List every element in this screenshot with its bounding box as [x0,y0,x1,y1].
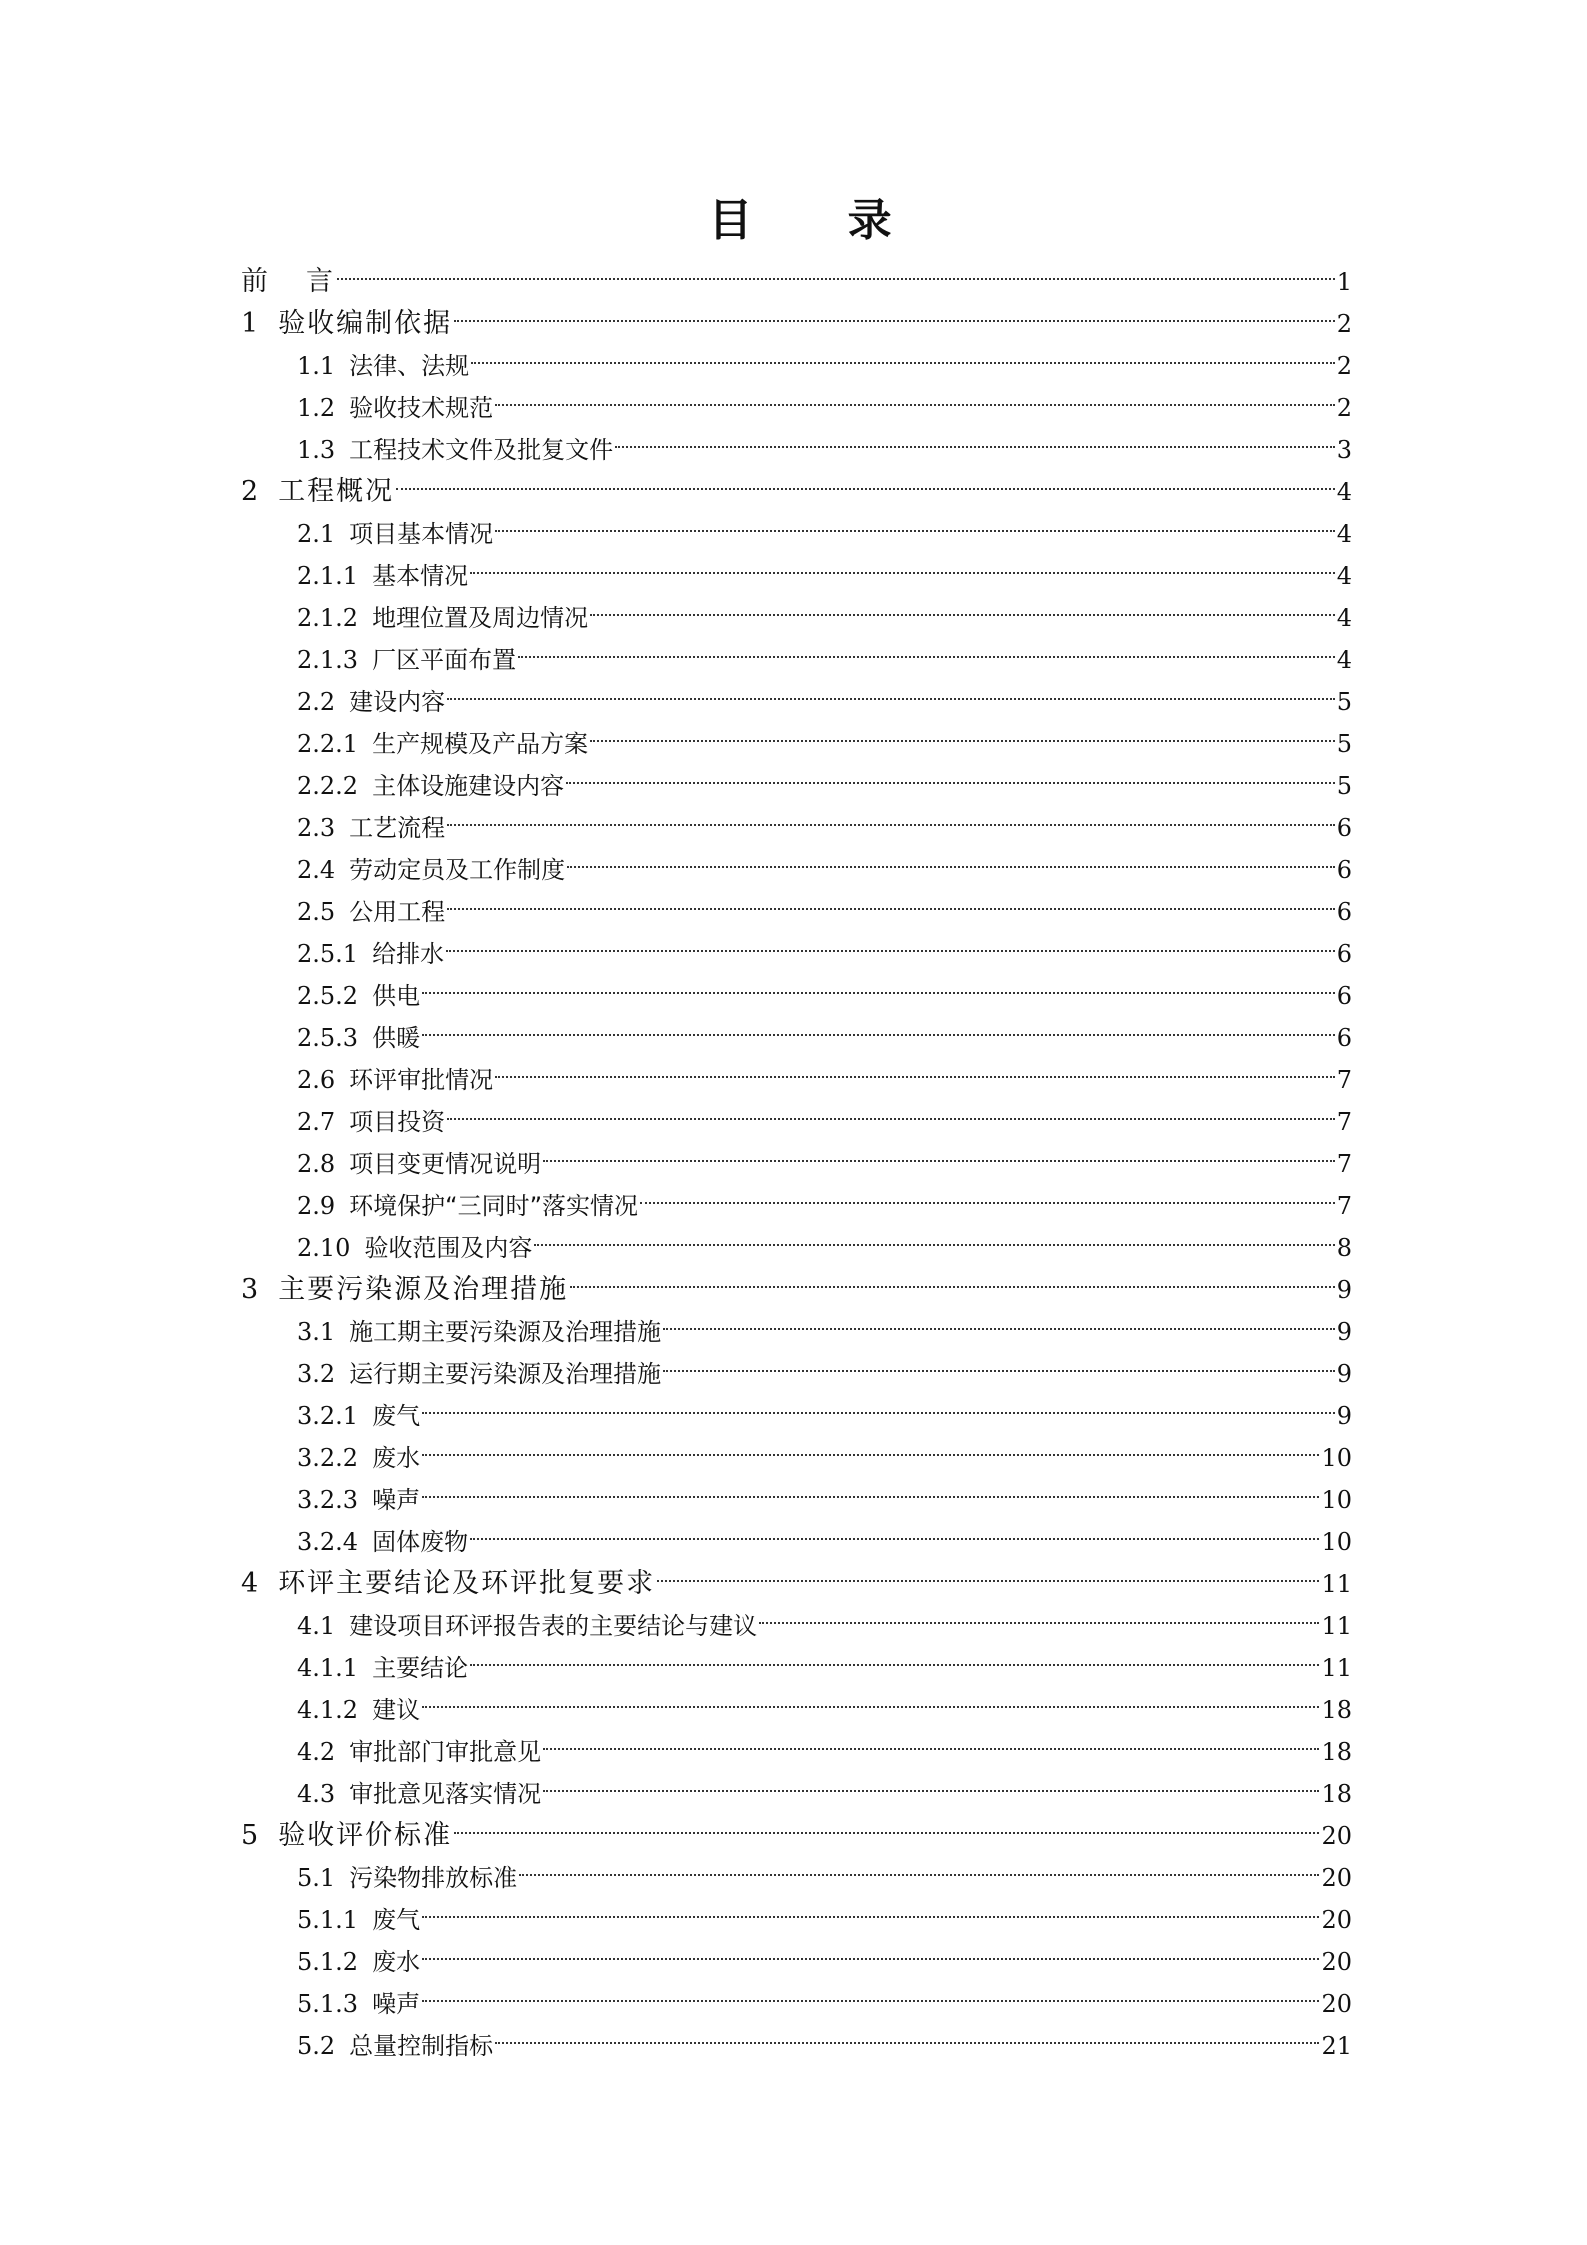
toc-dot-leader [543,1760,1319,1802]
toc-dot-leader [663,1340,1335,1382]
toc-entry-page-number: 2 [1336,394,1352,422]
toc-entry-number: 2.4 [297,856,336,884]
toc-dot-leader [663,1298,1335,1340]
toc-entry[interactable] [241,1802,1352,1851]
toc-entry-number: 2.10 [297,1234,351,1262]
toc-entry[interactable] [297,794,1352,842]
toc-entry-number: 2.5.1 [297,940,359,968]
toc-entry-number: 4 [241,1568,259,1599]
toc-entry-page-number: 6 [1336,856,1352,884]
toc-entry-title: 工程概况 [278,476,395,507]
toc-entry-page-number: 11 [1321,1570,1352,1598]
toc-entry[interactable] [297,584,1352,632]
toc-dot-leader [422,1928,1319,1970]
toc-entry[interactable] [297,1214,1352,1262]
toc-entry-number: 2.9 [297,1192,336,1220]
toc-entry-number: 3.2 [297,1360,336,1388]
toc-entry[interactable] [297,1718,1352,1766]
toc-dot-leader [470,1508,1319,1550]
toc-dot-leader [471,332,1335,374]
toc-entry[interactable] [297,1298,1352,1346]
toc-entry-title: 公用工程 [349,898,446,926]
toc-dot-leader [470,542,1335,584]
toc-entry-page-number: 2 [1336,352,1352,380]
toc-dot-leader [422,1676,1319,1718]
toc-entry-page-number: 5 [1336,772,1352,800]
toc-entry[interactable] [297,1970,1352,2018]
toc-entry[interactable] [297,1928,1352,1976]
toc-dot-leader [567,836,1335,878]
toc-entry-page-number: 7 [1336,1150,1352,1178]
toc-entry-title: 施工期主要污染源及治理措施 [349,1318,662,1346]
toc-entry[interactable] [297,710,1352,758]
toc-entry-page-number: 10 [1321,1528,1352,1556]
toc-entry[interactable] [297,1088,1352,1136]
toc-dot-leader [570,1256,1335,1298]
toc-dot-leader [422,1004,1335,1046]
toc-entry[interactable] [241,248,1352,297]
toc-entry-number: 3.1 [297,1318,336,1346]
toc-dot-leader [657,1550,1319,1592]
toc-entry-page-number: 1 [1336,268,1352,296]
toc-dot-leader [422,1970,1319,2012]
toc-dot-leader [566,752,1335,794]
toc-dot-leader [422,1466,1319,1508]
toc-entry-title: 建设项目环评报告表的主要结论与建议 [349,1612,758,1640]
toc-entry-page-number: 6 [1336,898,1352,926]
toc-entry-number: 3.2.2 [297,1444,359,1472]
toc-entry[interactable] [297,1172,1352,1220]
toc-dot-leader [422,1382,1335,1424]
toc-entry-title: 环境保护“三同时”落实情况 [349,1192,639,1220]
toc-entry[interactable] [297,626,1352,674]
toc-dot-leader [590,584,1335,626]
toc-entry-page-number: 4 [1336,604,1352,632]
toc-entry-title: 基本情况 [372,562,469,590]
toc-entry-number: 5.1.2 [297,1948,359,1976]
toc-entry-page-number: 7 [1336,1108,1352,1136]
toc-dot-leader [543,1718,1319,1760]
toc-entry[interactable] [297,1844,1352,1892]
page-title: 目 录 [708,195,932,246]
toc-entry-page-number: 9 [1336,1360,1352,1388]
toc-entry[interactable] [297,374,1352,422]
toc-entry-number: 2.3 [297,814,336,842]
toc-dot-leader [447,1088,1335,1130]
toc-entry-number: 5.2 [297,2032,336,2060]
toc-entry-page-number: 6 [1336,1024,1352,1052]
toc-entry-page-number: 5 [1336,730,1352,758]
toc-entry[interactable] [297,1634,1352,1682]
toc-entry-title: 运行期主要污染源及治理措施 [349,1360,662,1388]
toc-entry[interactable] [297,1466,1352,1514]
toc-entry-page-number: 9 [1336,1402,1352,1430]
toc-entry-title: 验收编制依据 [278,308,453,339]
toc-entry[interactable] [297,836,1352,884]
toc-entry-page-number: 11 [1321,1654,1352,1682]
toc-entry-number: 2.5.3 [297,1024,359,1052]
toc-entry-page-number: 20 [1321,1906,1352,1934]
toc-entry-page-number: 5 [1336,688,1352,716]
toc-dot-leader [590,710,1335,752]
toc-entry[interactable] [297,920,1352,968]
toc-entry-page-number: 11 [1321,1612,1352,1640]
toc-entry-title: 厂区平面布置 [372,646,517,674]
toc-entry-number: 3.2.4 [297,1528,359,1556]
toc-entry-title: 环评审批情况 [349,1066,494,1094]
toc-entry-title: 建设内容 [349,688,446,716]
toc-entry[interactable] [297,1676,1352,1724]
toc-entry[interactable] [297,1886,1352,1934]
toc-entry-number: 5.1.1 [297,1906,359,1934]
toc-dot-leader [422,1424,1319,1466]
toc-dot-leader [454,1802,1319,1844]
toc-entry-page-number: 6 [1336,982,1352,1010]
toc-entry-title: 主要污染源及治理措施 [278,1274,569,1305]
toc-entry[interactable] [297,542,1352,590]
toc-entry-page-number: 20 [1321,1822,1352,1850]
toc-entry-number: 2.1.2 [297,604,359,632]
toc-entry[interactable] [297,500,1352,548]
toc-entry-title: 供暖 [372,1024,421,1052]
toc-entry-title: 项目基本情况 [349,520,494,548]
toc-entry-title: 地理位置及周边情况 [372,604,589,632]
toc-dot-leader [640,1172,1335,1214]
toc-entry-title: 环评主要结论及环评批复要求 [278,1568,656,1599]
toc-dot-leader [495,1046,1335,1088]
toc-entry-number: 2.1 [297,520,336,548]
toc-dot-leader [422,962,1335,1004]
toc-entry-page-number: 4 [1336,478,1352,506]
toc-entry-number: 5.1.3 [297,1990,359,2018]
toc-entry[interactable] [297,878,1352,926]
toc-entry-title: 生产规模及产品方案 [372,730,589,758]
toc-entry-title: 言 [306,266,335,297]
toc-entry-page-number: 9 [1336,1318,1352,1346]
toc-entry-page-number: 9 [1336,1276,1352,1304]
toc-entry[interactable] [297,1760,1352,1808]
toc-entry-number: 2.2.1 [297,730,359,758]
toc-entry[interactable] [241,1256,1352,1305]
toc-entry-page-number: 6 [1336,814,1352,842]
toc-entry[interactable] [297,962,1352,1010]
toc-entry-number: 前 [241,266,268,297]
toc-dot-leader [534,1214,1334,1256]
toc-entry-number: 5.1 [297,1864,336,1892]
toc-dot-leader [615,416,1335,458]
toc-entry-number: 2.7 [297,1108,336,1136]
toc-entry-number: 4.1.1 [297,1654,359,1682]
toc-entry-number: 2.2.2 [297,772,359,800]
toc-entry-title: 给排水 [372,940,445,968]
toc-dot-leader [543,1130,1335,1172]
toc-entry-number: 4.1 [297,1612,336,1640]
toc-entry-title: 供电 [372,982,421,1010]
toc-entry-number: 2 [241,476,259,507]
toc-entry-title: 项目投资 [349,1108,446,1136]
toc-entry[interactable] [297,416,1352,464]
toc-entry-page-number: 4 [1336,520,1352,548]
toc-entry-page-number: 18 [1321,1780,1352,1808]
toc-entry-title: 废气 [372,1402,421,1430]
toc-entry[interactable] [241,1550,1352,1599]
toc-dot-leader [447,878,1335,920]
toc-entry-number: 2.6 [297,1066,336,1094]
toc-entry-title: 废气 [372,1906,421,1934]
toc-dot-leader [759,1592,1319,1634]
toc-entry-title: 噪声 [372,1486,421,1514]
toc-entry-page-number: 10 [1321,1444,1352,1472]
toc-entry[interactable] [297,752,1352,800]
toc-entry-page-number: 20 [1321,1990,1352,2018]
toc-dot-leader [454,290,1335,332]
toc-entry-page-number: 20 [1321,1948,1352,1976]
toc-entry-number: 3.2.3 [297,1486,359,1514]
toc-entry-title: 主要结论 [372,1654,469,1682]
toc-entry[interactable] [297,1424,1352,1472]
toc-entry-title: 建议 [372,1696,421,1724]
toc-entry[interactable] [297,1340,1352,1388]
toc-entry-title: 污染物排放标准 [349,1864,518,1892]
toc-entry[interactable] [297,2012,1352,2060]
toc-entry-title: 审批意见落实情况 [349,1780,542,1808]
toc-entry-title: 劳动定员及工作制度 [349,856,566,884]
toc-entry-page-number: 8 [1336,1234,1352,1262]
toc-entry-title: 噪声 [372,1990,421,2018]
toc-entry-number: 2.5 [297,898,336,926]
toc-entry-number: 1.1 [297,352,336,380]
toc-dot-leader [422,1886,1319,1928]
toc-entry[interactable] [297,1046,1352,1094]
toc-entry-number: 4.3 [297,1780,336,1808]
toc-entry-title: 验收技术规范 [349,394,494,422]
toc-entry-page-number: 18 [1321,1696,1352,1724]
toc-entry[interactable] [297,1592,1352,1640]
toc-entry-number: 2.1.3 [297,646,359,674]
toc-entry[interactable] [297,332,1352,380]
toc-dot-leader [396,458,1335,500]
toc-entry-page-number: 2 [1336,310,1352,338]
toc-entry[interactable] [297,668,1352,716]
toc-entry-number: 2.2 [297,688,336,716]
toc-entry-title: 主体设施建设内容 [372,772,565,800]
toc-entry[interactable] [297,1508,1352,1556]
toc-entry-number: 5 [241,1820,259,1851]
toc-entry[interactable] [297,1130,1352,1178]
toc-entry-number: 4.2 [297,1738,336,1766]
toc-entry-page-number: 4 [1336,562,1352,590]
toc-entry-label [297,2025,493,2067]
toc-entry-title: 审批部门审批意见 [349,1738,542,1766]
toc-entry-page-number: 10 [1321,1486,1352,1514]
toc-entry-page-number: 3 [1336,436,1352,464]
toc-dot-leader [495,374,1335,416]
toc-entry-title: 验收范围及内容 [364,1234,533,1262]
toc-entry-title: 废水 [372,1444,421,1472]
toc-entry-number: 1 [241,308,259,339]
toc-entry-title: 验收评价标准 [278,1820,453,1851]
toc-entry-number: 2.5.2 [297,982,359,1010]
toc-entry[interactable] [241,458,1352,507]
toc-entry-page-number: 7 [1336,1192,1352,1220]
toc-entry-page-number: 21 [1321,2032,1352,2060]
toc-entry-number: 1.3 [297,436,336,464]
toc-entry-number: 3.2.1 [297,1402,359,1430]
toc-entry-title: 总量控制指标 [349,2032,494,2060]
toc-dot-leader [446,920,1335,962]
toc-dot-leader [470,1634,1319,1676]
toc-dot-leader [495,500,1335,542]
toc-entry-title: 工艺流程 [349,814,446,842]
toc-entry-title: 项目变更情况说明 [349,1150,542,1178]
toc-entry-page-number: 7 [1336,1066,1352,1094]
toc-dot-leader [447,794,1335,836]
toc-dot-leader [447,668,1335,710]
toc-entry-title: 法律、法规 [349,352,470,380]
toc-entry-page-number: 20 [1321,1864,1352,1892]
toc-entry[interactable] [297,1004,1352,1052]
toc-dot-leader [495,2012,1319,2054]
toc-entry-number: 2.8 [297,1150,336,1178]
toc-entry-number: 1.2 [297,394,336,422]
toc-entry[interactable] [297,1382,1352,1430]
toc-entry[interactable] [241,290,1352,339]
toc-entry-page-number: 6 [1336,940,1352,968]
toc-entry-title: 废水 [372,1948,421,1976]
toc-entry-number: 4.1.2 [297,1696,359,1724]
toc-entry-title: 固体废物 [372,1528,469,1556]
toc-dot-leader [337,248,1335,290]
toc-entry-title: 工程技术文件及批复文件 [349,436,614,464]
toc-entry-number: 3 [241,1274,259,1305]
toc-entry-page-number: 4 [1336,646,1352,674]
toc-entry-page-number: 18 [1321,1738,1352,1766]
toc-entry-number: 2.1.1 [297,562,359,590]
toc-dot-leader [519,1844,1319,1886]
toc-dot-leader [518,626,1335,668]
